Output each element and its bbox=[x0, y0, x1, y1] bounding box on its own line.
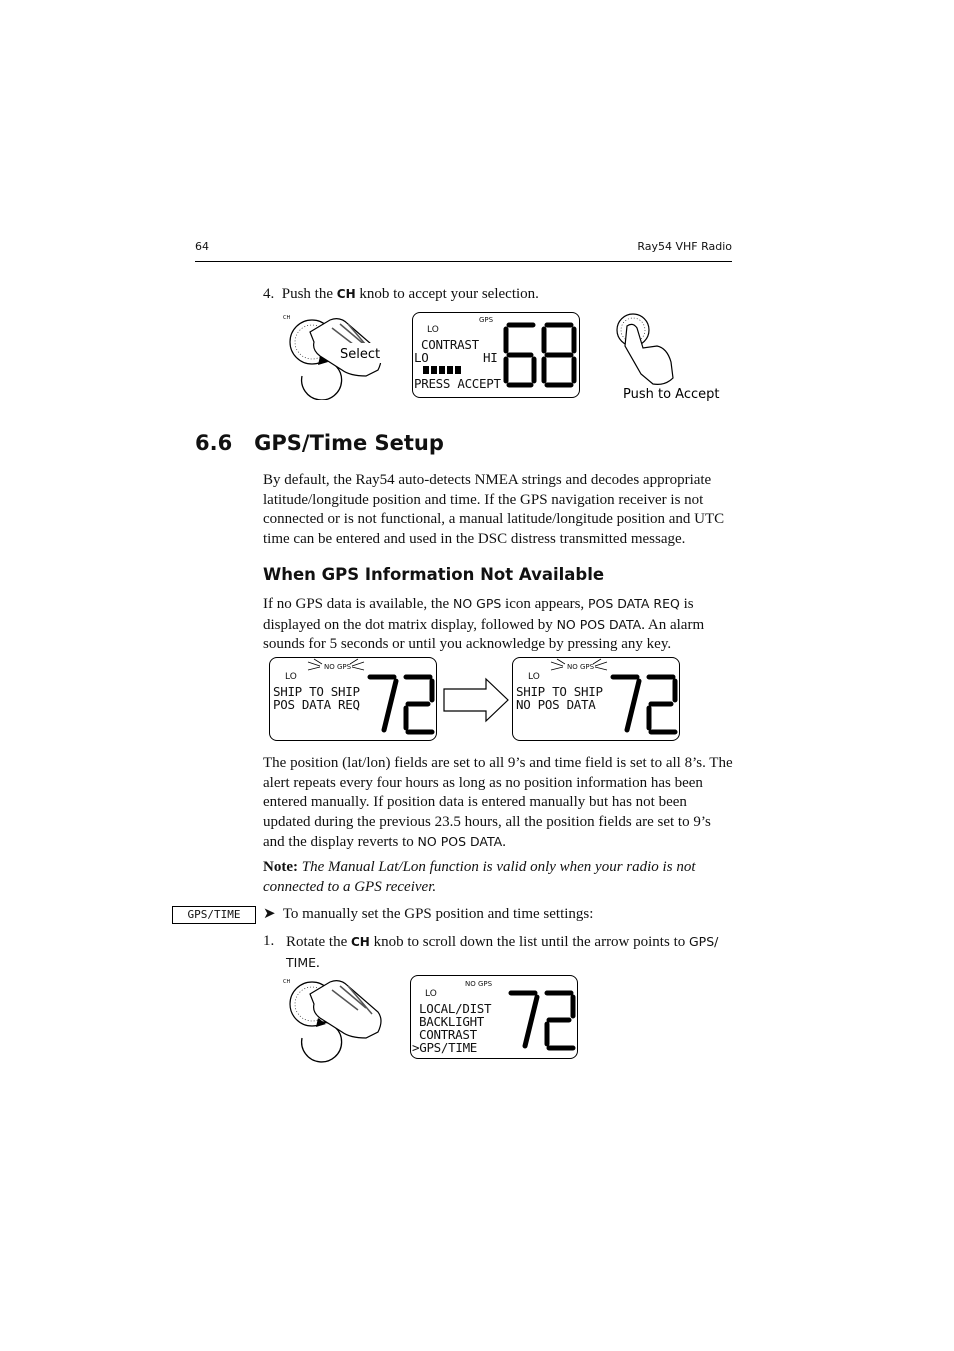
ch-key: CH bbox=[350, 935, 370, 949]
menu-item-contrast: CONTRAST bbox=[419, 1027, 477, 1042]
note-text: The Manual Lat/Lon function is valid only when your radio is not connected to a GPS receiver. bbox=[263, 859, 696, 895]
section-title: GPS/Time Setup bbox=[254, 431, 444, 455]
channel-number: 68 bbox=[501, 319, 503, 320]
ch-mark: CH bbox=[283, 315, 291, 321]
step-number: 1. bbox=[263, 933, 275, 949]
dot-matrix-line-2-hi: HI bbox=[483, 350, 498, 365]
gps-icon: GPS bbox=[479, 316, 494, 324]
lo-indicator: LO bbox=[425, 989, 437, 999]
push-knob-hand-figure bbox=[605, 308, 720, 404]
contrast-bar bbox=[423, 366, 461, 374]
subsection-heading: When GPS Information Not Available bbox=[263, 565, 605, 584]
lcd-menu-display bbox=[410, 975, 578, 1059]
flashing-rays-icon bbox=[306, 658, 366, 674]
page-number: 64 bbox=[195, 240, 209, 253]
procedure-text: To manually set the GPS position and time settings: bbox=[282, 906, 594, 922]
rotate-knob-hand-figure bbox=[280, 310, 390, 400]
no-gps-icon: NO GPS bbox=[465, 980, 493, 988]
rotate-knob-hand-figure bbox=[280, 974, 390, 1064]
channel-digits bbox=[501, 319, 577, 391]
menu-path-tag: GPS/TIME bbox=[172, 906, 256, 924]
dot-matrix-line-2: POS DATA REQ bbox=[273, 697, 360, 712]
step-text-pre: Push the bbox=[281, 286, 334, 302]
channel-number: 72 bbox=[607, 672, 609, 673]
section-number: 6.6 bbox=[195, 431, 233, 455]
menu-item-gps-time: >GPS/TIME bbox=[412, 1040, 478, 1055]
channel-number: 72 bbox=[364, 672, 366, 673]
select-label: Select bbox=[340, 347, 381, 362]
dot-matrix-line-1: CONTRAST bbox=[421, 337, 479, 352]
text-run: . bbox=[502, 834, 506, 850]
menu-item-backlight: BACKLIGHT bbox=[419, 1014, 485, 1029]
channel-digits bbox=[364, 672, 436, 736]
no-gps-icon: NO GPS bbox=[567, 663, 595, 671]
step-number: 4. bbox=[263, 286, 275, 302]
lcd-contrast-display bbox=[412, 312, 580, 398]
lcd-pos-data-req bbox=[269, 657, 437, 741]
text-run: Rotate the bbox=[286, 934, 351, 950]
dot-matrix-line-4: PRESS ACCEPT bbox=[414, 376, 501, 391]
ch-key: CH bbox=[336, 287, 356, 301]
section-heading bbox=[195, 431, 444, 455]
dot-matrix-line-1: SHIP TO SHIP bbox=[516, 684, 603, 699]
step-4 bbox=[263, 285, 733, 305]
lcd-no-pos-data bbox=[512, 657, 680, 741]
display-term: NO GPS bbox=[452, 596, 502, 611]
running-title: Ray54 VHF Radio bbox=[637, 240, 732, 253]
display-term: GPS/ bbox=[688, 934, 719, 949]
note-label: Note: bbox=[263, 859, 298, 875]
note bbox=[263, 858, 733, 897]
dot-matrix-line-1: SHIP TO SHIP bbox=[273, 684, 360, 699]
display-term: TIME bbox=[286, 954, 317, 970]
ch-mark: CH bbox=[283, 979, 291, 985]
lo-indicator: LO bbox=[528, 672, 540, 682]
channel-digits bbox=[607, 672, 679, 736]
lo-indicator: LO bbox=[427, 325, 439, 335]
header-rule bbox=[195, 261, 732, 262]
text-run: is displayed on the dot matrix display, followed by bbox=[263, 596, 694, 633]
flashing-rays-icon bbox=[549, 658, 609, 674]
display-term: NO POS DATA bbox=[556, 616, 642, 632]
step-1 bbox=[286, 932, 733, 973]
procedure-intro bbox=[263, 905, 733, 925]
push-to-accept-label: Push to Accept bbox=[623, 387, 720, 402]
display-term: NO POS DATA bbox=[417, 834, 503, 849]
lo-indicator: LO bbox=[285, 672, 297, 682]
channel-digits bbox=[505, 988, 577, 1052]
menu-item-local-dist: LOCAL/DIST bbox=[419, 1001, 492, 1016]
no-gps-icon: NO GPS bbox=[324, 663, 352, 671]
text-run: icon appears, bbox=[501, 596, 588, 612]
hand-icon bbox=[310, 981, 381, 1038]
step-text-post: knob to accept your selection. bbox=[359, 286, 539, 302]
position-fields-paragraph bbox=[263, 754, 733, 853]
text-run: . bbox=[316, 954, 320, 971]
transition-arrow-icon bbox=[442, 677, 510, 723]
channel-number: 72 bbox=[505, 988, 507, 989]
no-gps-paragraph bbox=[263, 594, 733, 655]
arrow-bullet-icon: ➤ bbox=[263, 906, 276, 922]
text-run: knob to scroll down the list until the arrow points to bbox=[369, 934, 689, 950]
text-run: The position (lat/lon) fields are set to all 9’s and time field is set to all 8’s. The alert repeats every four hours as long as no position information has been entered manually. If position data is entered manually but has not been updated during the previous 23.5 hours, all the position fields are set to 9’s and the display reverts to bbox=[263, 755, 733, 850]
text-run: . An alarm sounds for 5 seconds or until you acknowledge by pressing any key. bbox=[263, 616, 705, 652]
intro-paragraph: By default, the Ray54 auto-detects NMEA strings and decodes appropriate latitude/longitude position and time. If the GPS navigation receiver is not connected or is not functional, a manual latitude/longitude position and UTC time can be entered and used in the DSC distress transmitted message. bbox=[263, 472, 725, 547]
display-term: POS DATA REQ bbox=[587, 596, 680, 611]
text-run: If no GPS data is available, the bbox=[263, 596, 453, 612]
dot-matrix-line-2-lo: LO bbox=[414, 350, 429, 365]
dot-matrix-line-2: NO POS DATA bbox=[516, 697, 596, 712]
